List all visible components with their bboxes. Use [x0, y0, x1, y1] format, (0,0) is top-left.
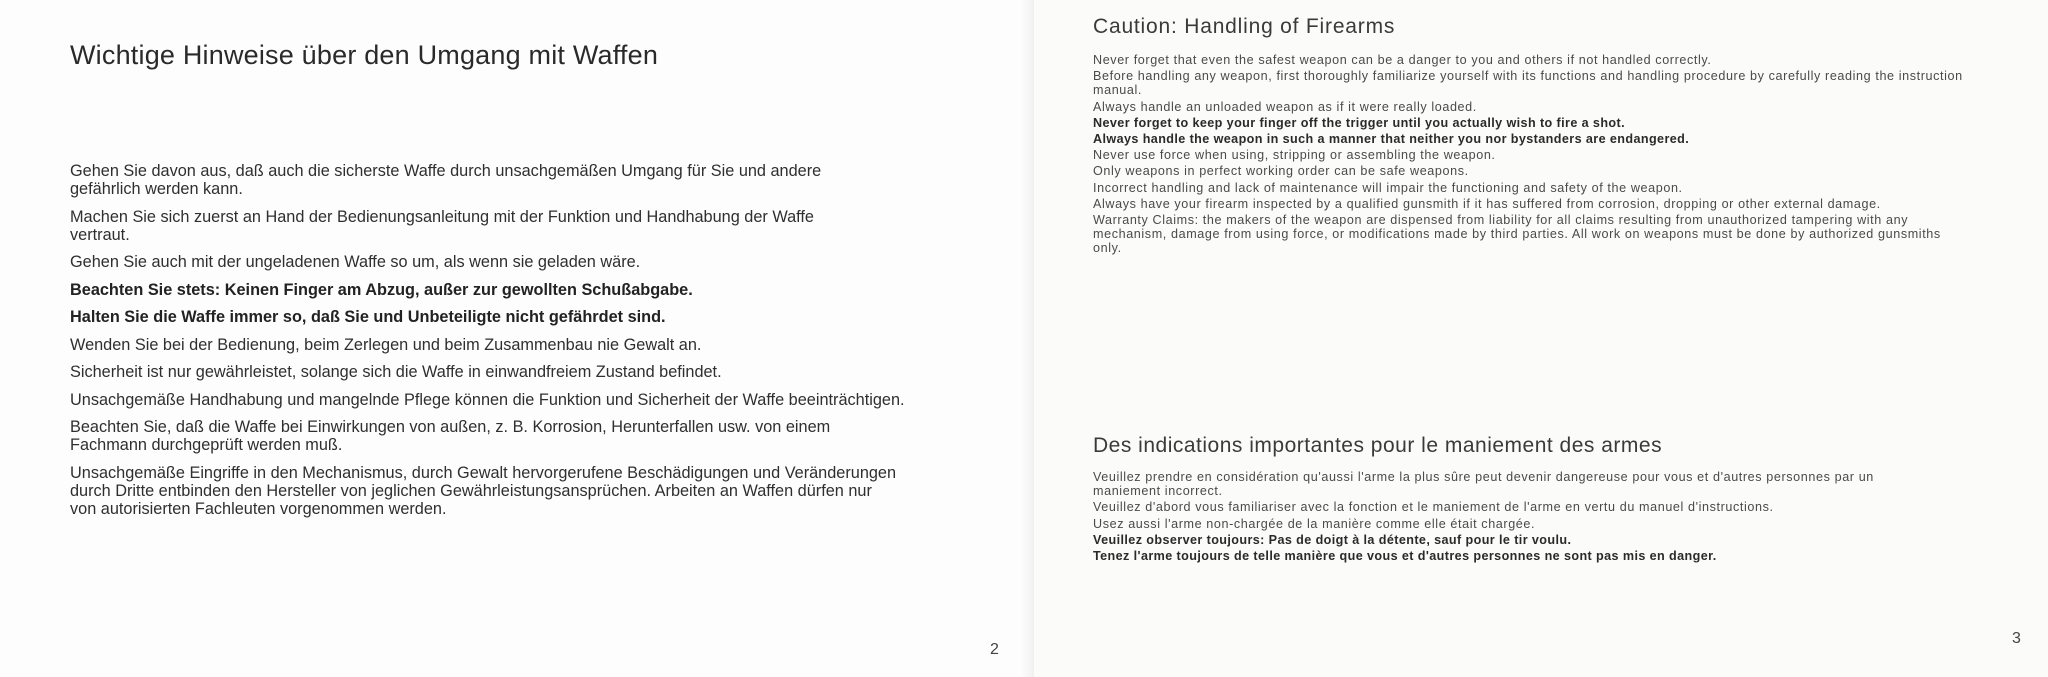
german-paragraph: Beachten Sie, daß die Waffe bei Einwirkungen von außen, z. B. Korrosion, Herunterfallen usw. von einem Fachmann durchgeprüft werden muß.	[70, 418, 831, 454]
german-paragraph: Gehen Sie davon aus, daß auch die sicherste Waffe durch unsachgemäßen Umgang für Sie und andere gefährlich werden kann.	[70, 162, 822, 198]
french-paragraph: Veuillez d'abord vous familiariser avec la fonction et le maniement de l'arme en vertu du manuel d'instructions.	[1093, 500, 1774, 515]
english-paragraph: Always handle an unloaded weapon as if it were really loaded.	[1093, 99, 1477, 114]
english-title: Caution: Handling of Firearms	[1093, 15, 1396, 38]
english-body	[1093, 53, 1993, 258]
french-paragraph: Usez aussi l'arme non-chargée de la manière comme elle était chargée.	[1093, 516, 1536, 531]
german-paragraph: Gehen Sie auch mit der ungeladenen Waffe so um, als wenn sie geladen wäre.	[70, 253, 641, 271]
english-paragraph: Only weapons in perfect working order can be safe weapons.	[1093, 164, 1469, 179]
french-body	[1093, 470, 1993, 565]
french-paragraph-bold: Veuillez observer toujours: Pas de doigt à la détente, sauf pour le tir voulu.	[1093, 532, 1572, 547]
english-paragraph: Always have your firearm inspected by a qualified gunsmith if it has suffered from corrosion, dropping or other external damage.	[1093, 196, 1881, 211]
german-paragraph: Sicherheit ist nur gewährleistet, solange sich die Waffe in einwandfreiem Zustand befindet.	[70, 363, 722, 381]
page-number-left: 2	[990, 641, 999, 658]
english-paragraph: Never forget that even the safest weapon can be a danger to you and others if not handled correctly.	[1093, 53, 1712, 67]
english-paragraph: Warranty Claims: the makers of the weapon are dispensed from liability for all claims resulting from unauthorized tampering with any mechanism, damage from using force, or modifications made by third parties. All work on weapons must be done by authorized gunsmiths only.	[1093, 213, 1941, 256]
french-paragraph-bold: Tenez l'arme toujours de telle manière que vous et d'autres personnes ne sont pas mis en danger.	[1093, 549, 1717, 564]
german-paragraph-bold: Halten Sie die Waffe immer so, daß Sie und Unbeteiligte nicht gefährdet sind.	[70, 308, 666, 326]
french-title: Des indications importantes pour le maniement des armes	[1093, 434, 1663, 457]
english-paragraph-bold: Never forget to keep your finger off the trigger until you actually wish to fire a shot.	[1093, 115, 1626, 130]
german-title: Wichtige Hinweise über den Umgang mit Waffen	[70, 40, 659, 70]
english-paragraph: Never use force when using, stripping or assembling the weapon.	[1093, 148, 1496, 163]
german-paragraph-bold: Beachten Sie stets: Keinen Finger am Abzug, außer zur gewollten Schußabgabe.	[70, 280, 693, 299]
german-paragraph: Machen Sie sich zuerst an Hand der Bedienungsanleitung mit der Funktion und Handhabung der Waffe vertraut.	[70, 207, 814, 244]
page-number-right: 3	[2012, 630, 2021, 647]
german-paragraph: Unsachgemäße Eingriffe in den Mechanismus, durch Gewalt hervorgerufene Beschädigungen und Veränderungen durch Dritte entbinden den Hersteller von jeglichen Gewährleistungsansprüchen. Arbeiten an Waffen dürfen nur von autorisierten Fachleuten vorgenommen werden.	[70, 463, 897, 518]
english-paragraph: Before handling any weapon, first thoroughly familiarize yourself with its functions and handling procedure by carefully reading the instruction manual.	[1093, 69, 1963, 98]
german-body	[70, 162, 920, 527]
german-paragraph: Unsachgemäße Handhabung und mangelnde Pflege können die Funktion und Sicherheit der Waffe beeinträchtigen.	[70, 390, 905, 409]
french-paragraph: Veuillez prendre en considération qu'aussi l'arme la plus sûre peut devenir dangereuse pour vous et d'autres personnes par un maniement incorrect.	[1093, 470, 1874, 499]
german-paragraph: Wenden Sie bei der Bedienung, beim Zerlegen und beim Zusammenbau nie Gewalt an.	[70, 335, 702, 354]
english-paragraph: Incorrect handling and lack of maintenance will impair the functioning and safety of the weapon.	[1093, 180, 1683, 195]
english-paragraph-bold: Always handle the weapon in such a manner that neither you nor bystanders are endangered.	[1093, 132, 1690, 147]
